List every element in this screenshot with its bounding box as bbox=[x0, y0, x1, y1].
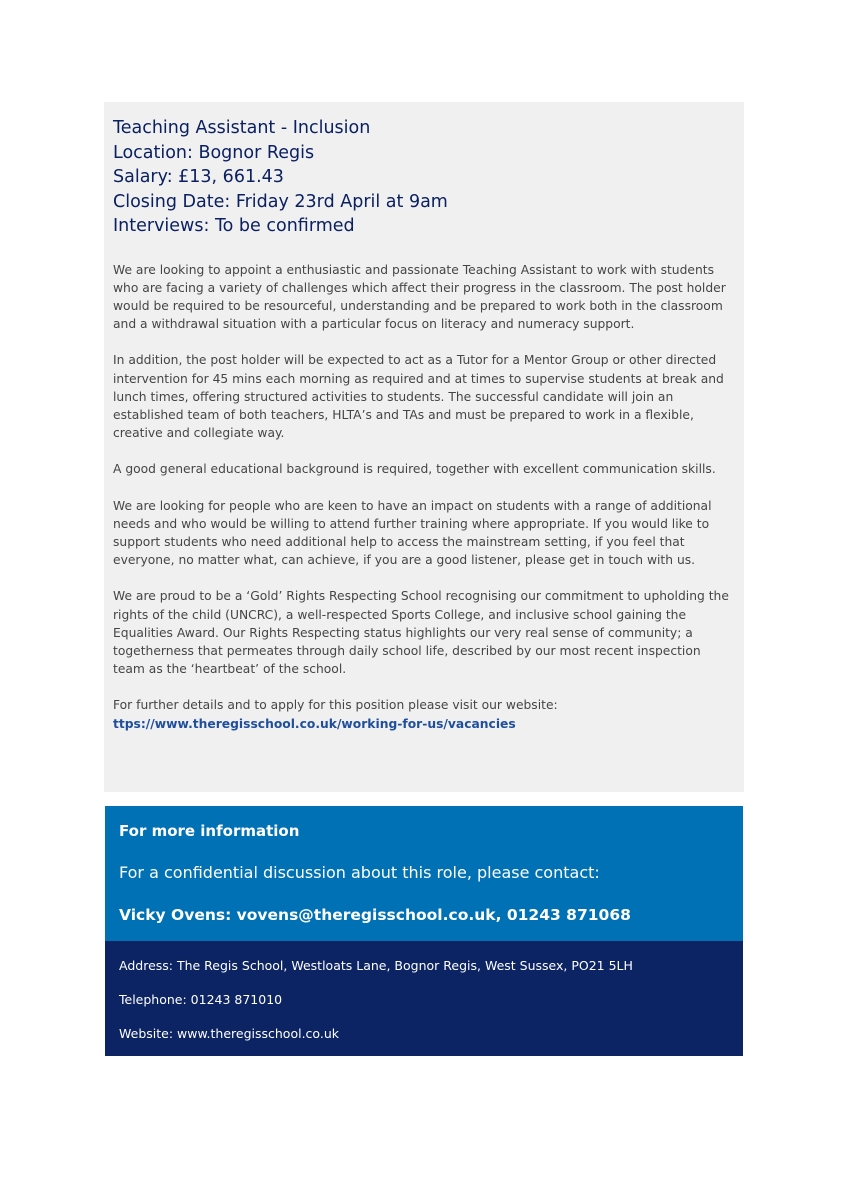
job-location: Location: Bognor Regis bbox=[113, 142, 315, 163]
job-interviews: Interviews: To be confirmed bbox=[113, 216, 355, 236]
school-website: Website: www.theregisschool.co.uk bbox=[119, 1026, 339, 1041]
school-details-footer bbox=[105, 941, 743, 1056]
job-description bbox=[113, 261, 734, 733]
description-paragraph-3: A good general educational background is required, together with excellent communication skills. bbox=[113, 462, 716, 477]
contact-person: Vicky Ovens: vovens@theregisschool.co.uk, 01243 871068 bbox=[119, 906, 631, 924]
description-paragraph-5: We are proud to be a ‘Gold’ Rights Respecting School recognising our commitment to upholding the rights of the child (UNCRC), a well-respected Sports College, and inclusive school gaining the Equalities Award. Our Rights Respecting status highlights our very real sense of community; a togetherness that permeates through daily school life, described by our most recent inspection team as the ‘heartbeat’ of the school. bbox=[113, 589, 729, 677]
description-paragraph-1: We are looking to appoint a enthusiastic and passionate Teaching Assistant to work with students who are facing a variety of challenges which affect their progress in the classroom. The post holder would be required to be resourceful, understanding and be prepared to work both in the classroom and a withdrawal situation with a particular focus on literacy and numeracy support. bbox=[113, 262, 726, 332]
job-salary: Salary: £13, 661.43 bbox=[113, 167, 284, 187]
apply-text: For further details and to apply for this position please visit our website: bbox=[113, 698, 558, 713]
job-header bbox=[113, 116, 734, 239]
contact-panel bbox=[105, 806, 743, 941]
school-telephone: Telephone: 01243 871010 bbox=[119, 992, 283, 1007]
apply-paragraph bbox=[113, 696, 734, 732]
vacancies-link[interactable]: ttps://www.theregisschool.co.uk/working-for-us/vacancies bbox=[113, 716, 516, 731]
contact-heading: For more information bbox=[119, 822, 300, 840]
contact-subheading: For a confidential discussion about this role, please contact: bbox=[119, 863, 600, 882]
job-closing-date: Closing Date: Friday 23rd April at 9am bbox=[113, 191, 448, 212]
school-address: Address: The Regis School, Westloats Lane, Bognor Regis, West Sussex, PO21 5LH bbox=[119, 958, 633, 973]
description-paragraph-4: We are looking for people who are keen to have an impact on students with a range of additional needs and who would be willing to attend further training where appropriate. If you would like to support students who need additional help to access the mainstream setting, if you feel that everyone, no matter what, can achieve, if you are a good listener, please get in touch with us. bbox=[113, 498, 712, 568]
job-title: Teaching Assistant - Inclusion bbox=[113, 118, 371, 138]
job-advert-panel bbox=[104, 102, 744, 792]
description-paragraph-2: In addition, the post holder will be expected to act as a Tutor for a Mentor Group or other directed intervention for 45 mins each morning as required and at times to supervise students at break and lunch times, offering structured activities to students. The successful candidate will join an established team of both teachers, HLTA’s and TAs and must be prepared to work in a flexible, creative and collegiate way. bbox=[113, 353, 724, 441]
